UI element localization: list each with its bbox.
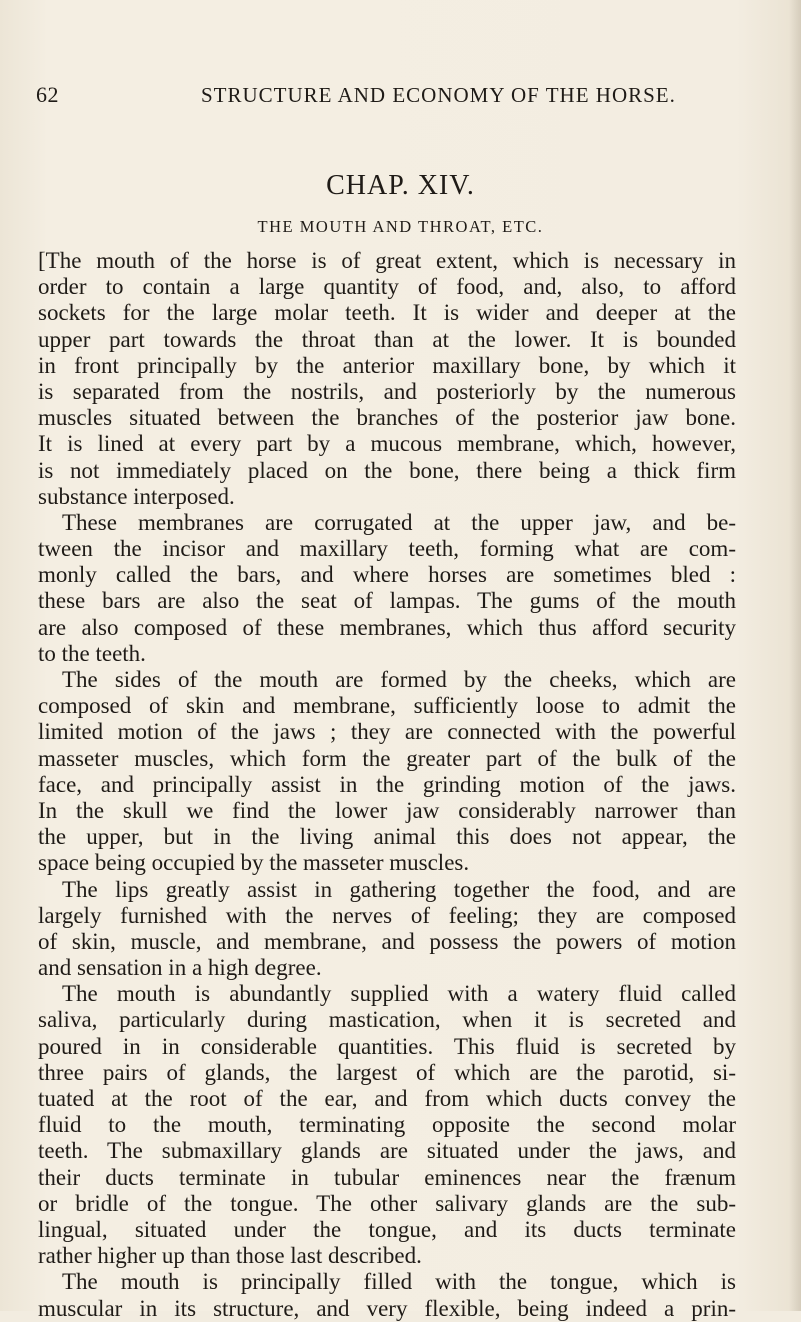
text-line: of skin, muscle, and membrane, and possess the powers of motion	[38, 928, 736, 954]
text-line: rather higher up than those last described.	[38, 1243, 422, 1269]
text-line: saliva, particularly during mastication, when it is secreted and	[38, 1007, 736, 1033]
running-head	[36, 82, 716, 108]
chapter-subheading: THE MOUTH AND THROAT, ETC.	[257, 217, 544, 236]
text-line: [The mouth of the horse is of great extent, which is necessary in	[38, 248, 736, 273]
text-line: their ducts terminate in tubular eminences near the frænum	[38, 1164, 736, 1190]
text-line: masseter muscles, which form the greater part of the bulk of the	[38, 745, 736, 771]
text-line: monly called the bars, and where horses are sometimes bled :	[38, 562, 736, 588]
text-line: composed of skin and membrane, sufficiently loose to admit the	[38, 693, 736, 719]
running-title: STRUCTURE AND ECONOMY OF THE HORSE.	[201, 83, 676, 107]
text-line: tuated at the root of the ear, and from which ducts convey the	[38, 1086, 736, 1111]
text-line: fluid to the mouth, terminating opposite the second molar	[38, 1112, 736, 1138]
text-line: is not immediately placed on the bone, there being a thick firm	[38, 457, 736, 483]
text-line: It is lined at every part by a mucous membrane, which, however,	[38, 431, 736, 457]
text-line: The lips greatly assist in gathering together the food, and are	[62, 876, 736, 902]
text-line: muscles situated between the branches of the posterior jaw bone.	[38, 405, 736, 431]
text-line: These membranes are corrugated at the upper jaw, and be-	[62, 509, 736, 535]
text-line: lingual, situated under the tongue, and its ducts terminate	[38, 1216, 736, 1242]
text-line: teeth. The submaxillary glands are situated under the jaws, and	[38, 1138, 736, 1164]
text-line: tween the incisor and maxillary teeth, forming what are com-	[38, 536, 736, 562]
text-line: muscular in its structure, and very flexible, being indeed a prin-	[38, 1295, 736, 1321]
text-line: in front principally by the anterior maxillary bone, by which it	[38, 352, 736, 378]
text-line: upper part towards the throat than at the lower. It is bounded	[38, 326, 736, 352]
text-line: In the skull we find the lower jaw considerably narrower than	[38, 797, 736, 823]
text-line: and sensation in a high degree.	[38, 955, 322, 981]
text-line: largely furnished with the nerves of feeling; they are composed	[38, 902, 736, 928]
text-line: limited motion of the jaws ; they are connected with the powerful	[38, 719, 736, 745]
text-line: is separated from the nostrils, and posteriorly by the numerous	[38, 378, 736, 404]
text-line: sockets for the large molar teeth. It is wider and deeper at the	[38, 300, 736, 326]
text-line: or bridle of the tongue. The other salivary glands are the sub-	[38, 1190, 736, 1216]
text-line: the upper, but in the living animal this does not appear, the	[38, 824, 736, 850]
text-line: The mouth is principally filled with the tongue, which is	[62, 1269, 736, 1295]
text-line: substance interposed.	[38, 483, 235, 509]
chapter-heading: CHAP. XIV.	[326, 170, 475, 201]
text-line: are also composed of these membranes, which thus afford security	[38, 614, 736, 640]
page-number: 62	[36, 82, 59, 107]
text-line: The sides of the mouth are formed by the cheeks, which are	[62, 667, 736, 692]
text-line: these bars are also the seat of lampas. The gums of the mouth	[38, 588, 736, 614]
text-line: space being occupied by the masseter muscles.	[38, 850, 470, 876]
text-line: poured in in considerable quantities. This fluid is secreted by	[38, 1033, 736, 1059]
text-line: three pairs of glands, the largest of which are the parotid, si-	[38, 1059, 736, 1085]
text-line: order to contain a large quantity of food, and, also, to afford	[38, 274, 736, 300]
text-line: The mouth is abundantly supplied with a watery fluid called	[62, 981, 736, 1007]
text-line: face, and principally assist in the grinding motion of the jaws.	[38, 771, 736, 797]
body-text	[38, 248, 736, 1322]
text-line: to the teeth.	[38, 640, 146, 666]
